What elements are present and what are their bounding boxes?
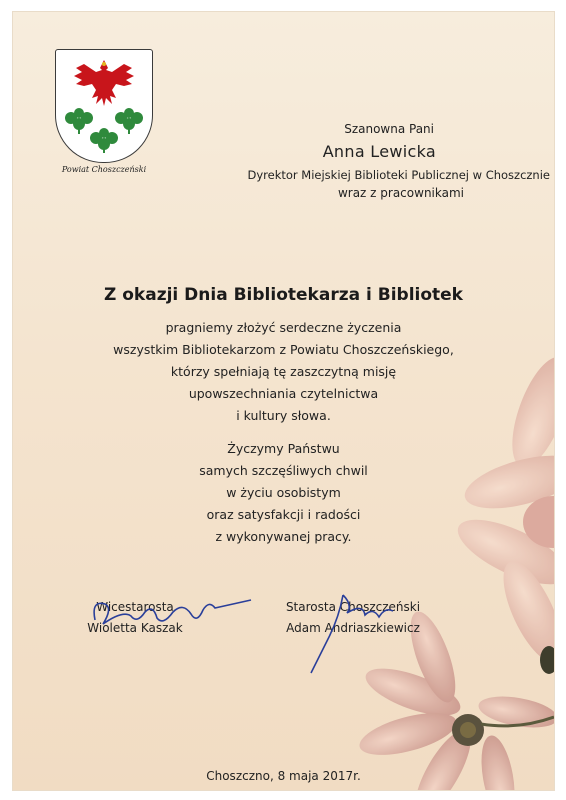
wishes-line: upowszechniania czytelnictwa <box>188 386 379 401</box>
signatory-title: Starosta Choszczeński <box>285 600 421 614</box>
wishes-line: pragniemy złożyć serdeczne życzenia <box>165 320 402 335</box>
wishes-paragraph-1 <box>13 317 554 427</box>
recipient-role: Dyrektor Miejskiej Biblioteki Publicznej w Choszcznie <box>247 168 550 182</box>
crest-caption: Powiat Choszczeński <box>61 165 147 174</box>
wishes-line: którzy spełniają tę zaszczytną misję <box>170 364 397 379</box>
headline: Z okazji Dnia Bibliotekarza i Bibliotek <box>104 285 463 305</box>
wishes-line: oraz satysfakcji i radości <box>206 507 361 522</box>
handwritten-signature-right <box>293 587 403 677</box>
wishes-line: Życzymy Państwu <box>227 441 340 456</box>
certificate-page <box>13 12 554 790</box>
wishes-line: w życiu osobistym <box>226 485 341 500</box>
wishes-paragraph-2 <box>13 438 554 548</box>
recipient-name: Anna Lewicka <box>322 142 436 161</box>
signatory-title: Wicestarosta <box>96 600 174 614</box>
signatory-name: Wioletta Kaszak <box>87 621 183 635</box>
wishes-line: samych szczęśliwych chwil <box>199 463 368 478</box>
date-line: Choszczno, 8 maja 2017r. <box>206 769 361 783</box>
wishes-line: i kultury słowa. <box>236 408 331 423</box>
coat-of-arms <box>55 49 153 163</box>
handwritten-signature-left <box>83 590 253 640</box>
wishes-line: wszystkim Bibliotekarzom z Powiatu Choszczeńskiego, <box>113 342 454 357</box>
eagle-icon <box>56 50 152 162</box>
recipient-team: wraz z pracownikami <box>337 186 464 200</box>
signatory-name: Adam Andriaszkiewicz <box>286 621 420 635</box>
wishes-line: z wykonywanej pracy. <box>215 529 352 544</box>
salutation: Szanowna Pani <box>344 122 434 136</box>
